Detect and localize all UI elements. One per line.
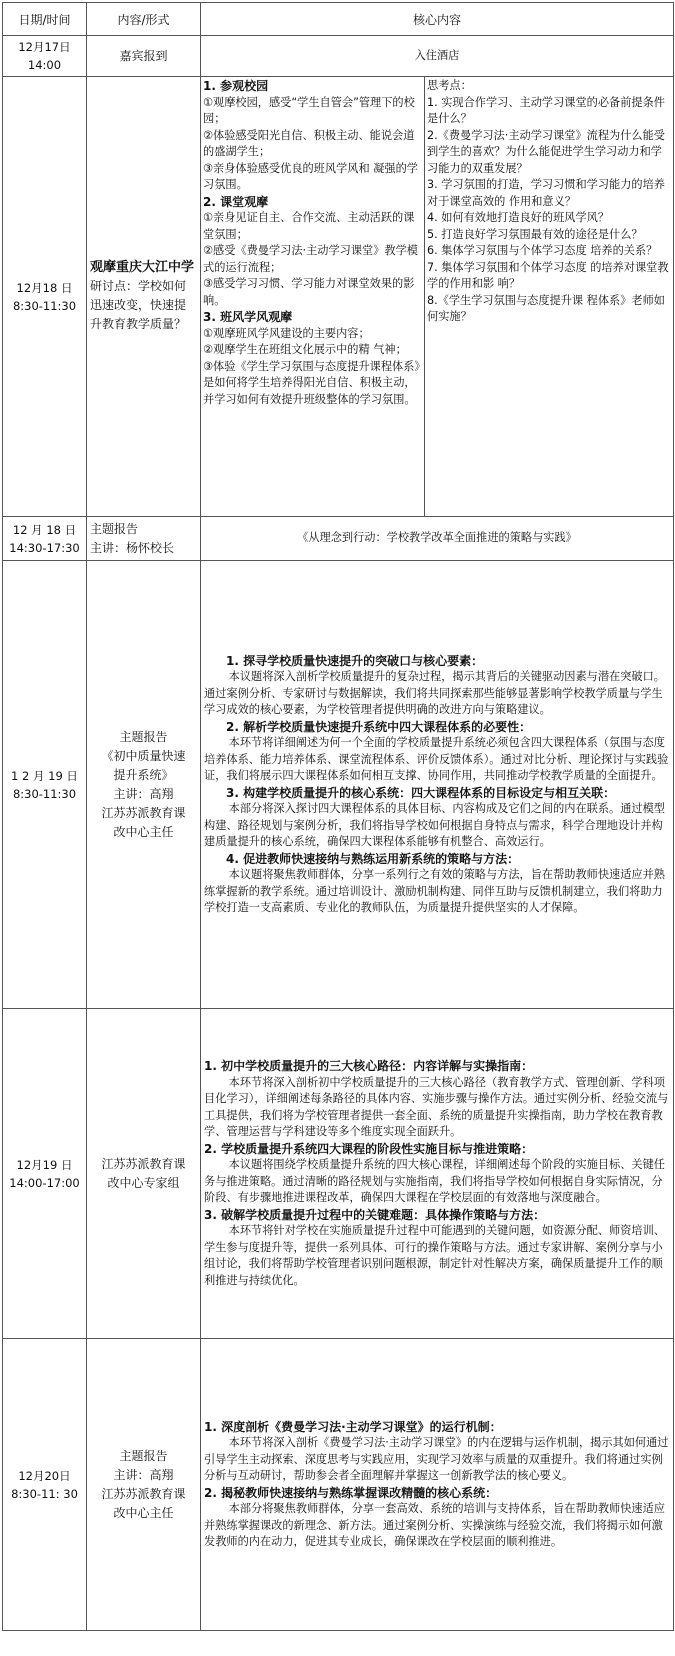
section-text: 本环节将深入剖析《费曼学习法·主动学习课堂》的内在逻辑与运作机制，揭示其如何通过引导学生主动探索、深度思考与实践应用，实现学习效率与质量的双重提升。我们将通过实例分析与互动研讨，帮助参会者全面理解并掌握这一创新教学法的核心要义。	[204, 1436, 669, 1482]
section-title: 2. 解析学校质量快速提升系统中四大课程体系的必要性：	[226, 719, 532, 734]
row-time	[3, 36, 87, 77]
form-line: 主题报告	[119, 1448, 168, 1463]
form-line: 《初中质量快速	[101, 748, 186, 763]
activity-title: 3. 班风学风观摩	[203, 310, 293, 324]
header-form: 内容/形式	[87, 3, 201, 36]
section-title: 3. 破解学校质量提升过程中的关键难题：具体操作策略与方法：	[204, 1207, 546, 1222]
row-form	[87, 561, 201, 1009]
section-text: 本环节将针对学校在实施质量提升过程中可能遇到的关键问题，如资源分配、师资培训、学生参与度提升等，提供一系列具体、可行的操作策略与方法。通过专家讲解、案例分享与小组讨论，我们将帮助学校管理者识别问题根源，制定针对性解决方案，确保质量提升工作的顺利推进与持续优化。	[204, 1224, 665, 1287]
thinking-item: 2.《费曼学习法·主动学习课堂》流程为什么能受到学生的喜欢？为什么能促进学生学习动力和学习能力的双重发展？	[427, 128, 665, 175]
row-time	[3, 1009, 87, 1339]
schedule-table	[2, 2, 674, 1631]
form-line: 主题报告	[119, 729, 168, 744]
section-title: 3. 构建学校质量提升的核心系统：四大课程体系的目标设定与相互关联：	[226, 785, 616, 800]
form-line: 主题报告	[90, 521, 139, 536]
thinking-item: 4. 如何有效地打造良好的班风学风？	[427, 211, 610, 224]
table-row	[3, 517, 674, 561]
section-title: 2. 揭秘教师快速接纳与熟练掌握课改精髓的核心系统：	[204, 1485, 498, 1500]
section-text: 本环节将深入剖析初中学校质量提升的三大核心路径（教育教学方式、管理创新、学科项目化学习），详细阐述每条路径的具体内容、实施步骤与操作方法。通过实例分析、经验交流与工具提供，我们将为学校管理者提供一套全面、系统的质量提升实操指南，助力学校在教育教学、管理运营与学科建设等多个维度实现全面跃升。	[204, 1075, 669, 1138]
row-content	[201, 77, 674, 517]
form-line: 主讲：高翔	[113, 786, 174, 801]
thinking-item: 1. 实现合作学习、主动学习课堂的必备前提条件是什么？	[427, 95, 665, 125]
visit-title: 观摩重庆大江中学	[90, 260, 195, 275]
form-line: 主讲：杨怀校长	[90, 540, 175, 555]
form-line: 改中心主任	[113, 1505, 174, 1520]
row-content: 《从理念到行动：学校教学改革全面推进的策略与实践》	[201, 517, 674, 561]
row-time	[3, 1339, 87, 1631]
thinking-head: 思考点：	[427, 79, 472, 92]
activity-item: ①亲身见证自主、合作交流、主动活跃的课堂氛围；	[203, 211, 415, 241]
row-content: 入住酒店	[201, 36, 674, 77]
date-text: 12月20日	[18, 1468, 71, 1483]
section-text: 本议题将围绕学校质量提升系统的四大核心课程，详细阐述每个阶段的实施目标、关键任务与推进策略。通过清晰的路径规划与实施指南，我们将指导学校如何根据自身实际情况，分阶段、有步骤地推进课程改革，确保四大课程在学校层面的有效落地与深度融合。	[204, 1158, 665, 1204]
visit-activities	[201, 77, 425, 516]
thinking-points	[425, 77, 673, 516]
activity-item: ②感受《费曼学习法·主动学习课堂》教学模式的运行流程；	[203, 244, 418, 274]
time-text: 14:00	[27, 58, 62, 72]
activity-title: 2. 课堂观摩	[203, 194, 269, 209]
row-time	[3, 517, 87, 561]
section-text: 本环节将详细阐述为何一个全面的学校质量提升系统必须包含四大课程体系（氛围与态度培养体系、能力培养体系、课堂流程体系、评价反馈体系）。通过对比分析、理论探讨与实践验证，我们将展示四大课程体系如何相互支撑、协同作用，共同推动学校教学质量的全面提升。	[204, 736, 669, 782]
table-row	[3, 36, 674, 77]
thinking-item: 3. 学习氛围的打造，学习习惯和学习能力的培养对于课堂高效的 作用和意义？	[427, 178, 665, 208]
visit-note: 研讨点：学校如何迅速改变，快速提升教育教学质量？	[90, 279, 187, 331]
row-content	[201, 1009, 674, 1339]
time-text: 14:30-17:30	[9, 540, 80, 555]
date-text: 1 2 月 19 日	[11, 768, 78, 783]
section-title: 1. 探寻学校质量快速提升的突破口与核心要素：	[226, 653, 484, 668]
row-form	[87, 517, 201, 561]
header-time: 日期/时间	[3, 3, 87, 36]
section-text: 本部分将深入探讨四大课程体系的具体目标、内容构成及它们之间的内在联系。通过模型构建、路径规划与案例分析，我们将指导学校如何根据自身特点与需求，科学合理地设计并构建质量提升的核心系统，确保四大课程体系能够有机整合、高效运行。	[204, 802, 665, 848]
activity-item: ③亲身体验感受优良的班风学风和 凝强的学习氛围。	[203, 161, 418, 191]
section-text: 本议题将深入剖析学校质量提升的复杂过程，揭示其背后的关键驱动因素与潜在突破口。通过案例分析、专家研讨与数据解读，我们将共同探索那些能够显著影响学校教学质量与学生学习成效的核心要素，为学校管理者提供明确的改进方向与策略建议。	[204, 670, 665, 716]
date-text: 12 月 18 日	[12, 522, 77, 537]
row-content	[201, 561, 674, 1009]
time-text: 8:30-11: 30	[11, 1486, 78, 1501]
thinking-item: 8.《学生学习氛围与态度提升课 程体系》老师如何实施？	[427, 293, 665, 323]
time-text: 14:00-17:00	[9, 1175, 80, 1190]
section-title: 2. 学校质量提升系统四大课程的阶段性实施目标与推进策略：	[204, 1141, 534, 1156]
thinking-item: 5. 打造良好学习氛围最有效的途径是什么？	[427, 227, 643, 241]
date-text: 12月17日	[18, 40, 71, 54]
form-line: 改中心专家组	[107, 1175, 180, 1190]
activity-title: 1. 参观校园	[203, 79, 269, 93]
header-content: 核心内容	[201, 3, 674, 36]
section-title: 4. 促进教师快速接纳与熟练运用新系统的策略与方法：	[226, 851, 520, 866]
section-title: 1. 初中学校质量提升的三大核心路径：内容详解与实操指南：	[204, 1059, 534, 1073]
form-line: 改中心主任	[113, 824, 174, 839]
time-text: 8:30-11:30	[12, 786, 77, 801]
section-title: 1. 深度剖析《费曼学习法·主动学习课堂》的运行机制：	[204, 1419, 502, 1434]
table-row	[3, 1339, 674, 1631]
activity-item: ②体验感受阳光自信、积极主动、能说会道的盛湖学生；	[203, 128, 415, 158]
row-content	[201, 1339, 674, 1631]
row-form	[87, 77, 201, 517]
row-form	[87, 1339, 201, 1631]
date-text: 12月19 日	[16, 1157, 73, 1172]
section-text: 本部分将聚焦教师群体，分享一套高效、系统的培训与支持体系，旨在帮助教师快速适应并熟练掌握课改的新理念、新方法。通过案例分析、实操演练与经验交流，我们将揭示如何激发教师的内在动力，促进其专业成长，确保课改在学校层面的顺利推进。	[204, 1502, 665, 1548]
section-text: 本议题将聚焦教师群体，分享一系列行之有效的策略与方法，旨在帮助教师快速适应并熟练掌握新的教学系统。通过培训设计、激励机制构建、同伴互助与反馈机制建立，我们将助力学校打造一支高素质、专业化的教师队伍，为质量提升提供坚实的人才保障。	[204, 868, 665, 914]
time-text: 8:30-11:30	[12, 298, 77, 313]
date-text: 12月18 日	[16, 280, 73, 295]
form-line: 江苏苏派教育课	[101, 805, 186, 820]
thinking-item: 7. 集体学习氛围和个体学习态度 的培养对课堂教学的作用和影 响？	[427, 260, 669, 290]
form-line: 江苏苏派教育课	[101, 1156, 186, 1171]
thinking-item: 6. 集体学习氛围与个体学习态度 培养的关系？	[427, 244, 658, 257]
activity-item: ②观摩学生在班组文化展示中的精 气神；	[203, 343, 407, 356]
table-row	[3, 1009, 674, 1339]
row-time	[3, 561, 87, 1009]
row-time	[3, 77, 87, 517]
table-header-row	[3, 3, 674, 36]
activity-item: ③感受学习习惯、学习能力对课堂效果的影响。	[203, 277, 415, 307]
row-form: 嘉宾报到	[87, 36, 201, 77]
activity-item: ①观摩班风学风建设的主要内容；	[203, 326, 370, 340]
table-row	[3, 561, 674, 1009]
form-line: 江苏苏派教育课	[101, 1486, 186, 1501]
form-line: 提升系统》	[113, 767, 174, 782]
row-form	[87, 1009, 201, 1339]
form-line: 主讲：高翔	[113, 1467, 174, 1482]
activity-item: ③体验《学生学习氛围与态度提升课程体系》是如何将学生培养得阳光自信、积极主动，并学习如何有效提升班级整体的学习氛围。	[203, 359, 420, 406]
table-row	[3, 77, 674, 517]
activity-item: ①观摩校园，感受“学生自管会”管理下的校园；	[203, 95, 415, 125]
